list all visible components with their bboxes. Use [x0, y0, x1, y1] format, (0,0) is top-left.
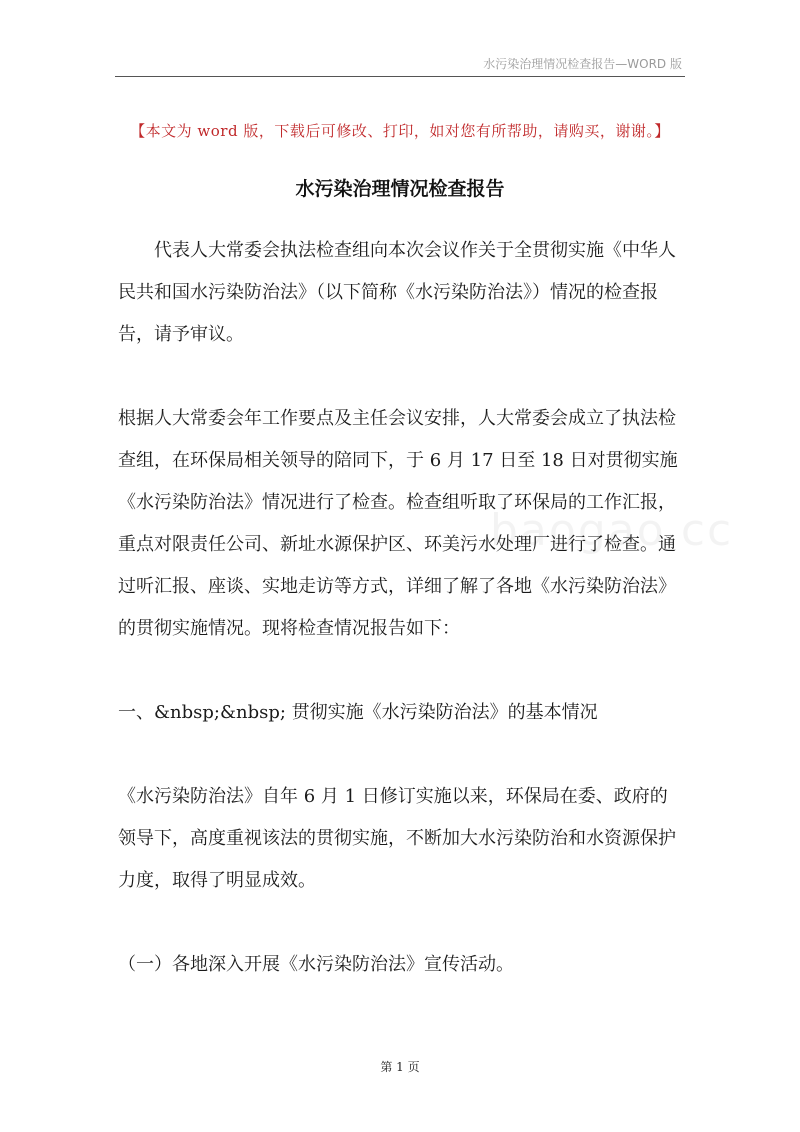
- running-header: 水污染治理情况检查报告—WORD 版: [483, 57, 682, 71]
- page-number: 第 1 页: [380, 1060, 420, 1074]
- paragraph-background: 根据人大常委会年工作要点及主任会议安排，人大常委会成立了执法检查组，在环保局相关领导的陪同下，于 6 月 17 日至 18 日对贯彻实施《水污染防治法》情况进行了检查。检查组听取了环保局的工作汇报，重点对限责任公司、新址水源保护区、环美污水处理厂进行了检查。通过听汇报、座谈、实地走访等方式，详细了解了各地《水污染防治法》的贯彻实施情况。现将检查情况报告如下：: [118, 408, 678, 639]
- watermark: [490, 505, 733, 556]
- download-notice: 【本文为 word 版，下载后可修改、打印，如对您有所帮助，请购买，谢谢。】: [130, 122, 670, 140]
- paragraph-basic-situation: 《水污染防治法》自年 6 月 1 日修订实施以来，环保局在委、政府的领导下，高度重视该法的贯彻实施，不断加大水污染防治和水资源保护力度，取得了明显成效。: [118, 786, 676, 891]
- header-rule: [115, 76, 685, 77]
- paragraph-intro: 代表人大常委会执法检查组向本次会议作关于全贯彻实施《中华人民共和国水污染防治法》（以下简称《水污染防治法》）情况的检查报告，请予审议。: [118, 240, 676, 345]
- subsection-heading-1: （一）各地深入开展《水污染防治法》宣传活动。: [118, 954, 514, 975]
- document-title: 水污染治理情况检查报告: [295, 178, 505, 200]
- section-heading-1: 一、&nbsp;&nbsp; 贯彻实施《水污染防治法》的基本情况: [118, 702, 598, 723]
